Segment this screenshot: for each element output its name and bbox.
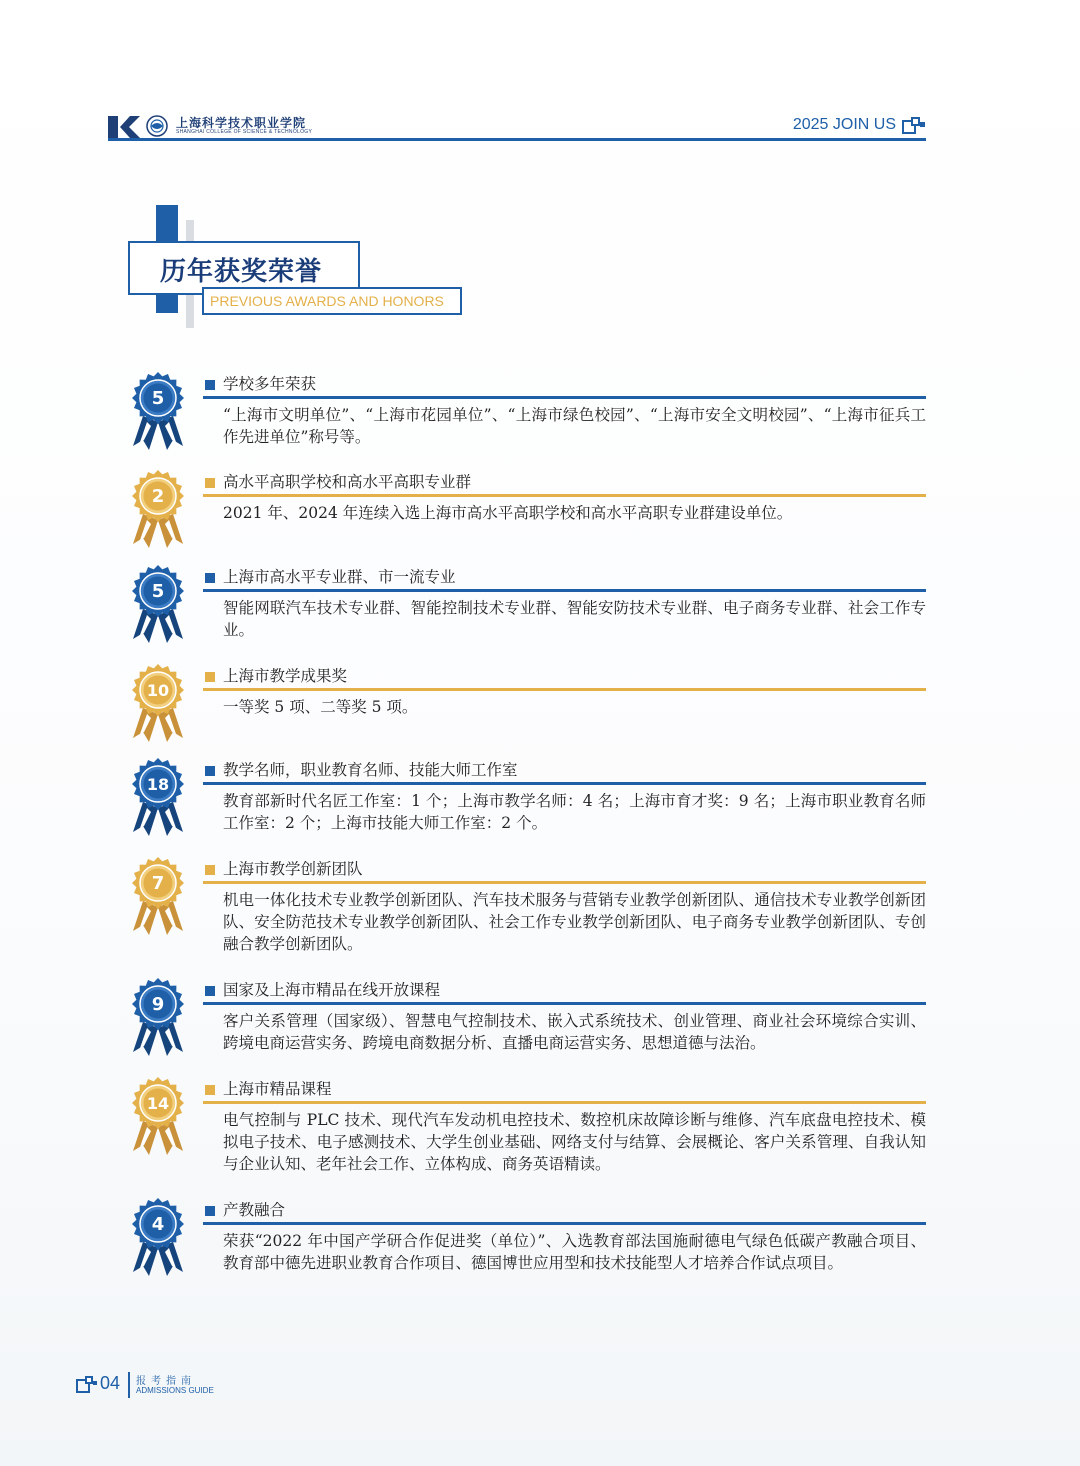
award-description: 机电一体化技术专业教学创新团队、汽车技术服务与营销专业教学创新团队、通信技术专业教学创新团队、安全防范技术专业教学创新团队、社会工作专业教学创新团队、电子商务专业教学创新团队、专创融合教学创新团队。 — [223, 891, 926, 953]
award-description: 智能网联汽车技术专业群、智能控制技术专业群、智能安防技术专业群、电子商务专业群、社会工作专业。 — [223, 599, 926, 639]
college-emblem-icon — [146, 115, 168, 137]
join-us-label: 2025 JOIN US — [792, 116, 896, 133]
footer-divider — [128, 1372, 130, 1398]
award-count: 7 — [151, 873, 165, 894]
bullet-square-icon — [205, 672, 215, 682]
award-description: 荣获“2022 年中国产学研合作促进奖（单位）”、入选教育部法国施耐德电气绿色低碳产教融合项目、教育部中德先进职业教育合作项目、德国博世应用型和技术技能型人才培养合作试点项目。 — [223, 1232, 926, 1272]
bullet-square-icon — [205, 766, 215, 776]
gold-rosette-badge-icon — [125, 857, 191, 937]
award-title: 国家及上海市精品在线开放课程 — [223, 981, 441, 999]
bullet-square-icon — [205, 1085, 215, 1095]
college-name-en: SHANGHAI COLLEGE OF SCIENCE & TECHNOLOGY — [176, 129, 313, 135]
award-title: 学校多年荣获 — [223, 375, 317, 393]
square-bracket-icon — [76, 1376, 98, 1394]
section-title: 历年获奖荣誉 — [160, 257, 323, 287]
page-number: 04 — [100, 1373, 121, 1393]
bullet-square-icon — [205, 573, 215, 583]
award-divider — [203, 688, 926, 691]
award-divider — [203, 396, 926, 399]
award-title: 上海市精品课程 — [223, 1080, 332, 1098]
award-divider — [203, 589, 926, 592]
blue-rosette-badge-icon — [125, 372, 191, 452]
award-description: 客户关系管理（国家级）、智慧电气控制技术、嵌入式系统技术、创业管理、商业社会环境综合实训、跨境电商运营实务、跨境电商数据分析、直播电商运营实务、思想道德与法治。 — [223, 1012, 926, 1052]
award-description: 2021 年、2024 年连续入选上海市高水平高职学校和高水平高职专业群建设单位。 — [223, 504, 793, 522]
gold-rosette-badge-icon — [125, 664, 191, 744]
award-description: “上海市文明单位”、“上海市花园单位”、“上海市绿色校园”、“上海市安全文明校园”、“上海市征兵工作先进单位”称号等。 — [223, 406, 926, 446]
award-title: 教学名师，职业教育名师、技能大师工作室 — [223, 761, 518, 779]
bullet-square-icon — [205, 986, 215, 996]
award-count: 2 — [151, 486, 165, 507]
section-title-block — [128, 205, 468, 330]
award-count: 4 — [151, 1214, 165, 1235]
blue-rosette-badge-icon — [125, 758, 191, 838]
square-bracket-icon — [902, 117, 926, 135]
award-count: 18 — [146, 775, 170, 794]
award-title: 上海市教学创新团队 — [223, 860, 363, 878]
bullet-square-icon — [205, 865, 215, 875]
blue-rosette-badge-icon — [125, 1198, 191, 1278]
page-footer — [76, 1370, 276, 1400]
footer-label-en: ADMISSIONS GUIDE — [136, 1386, 214, 1395]
award-count: 14 — [146, 1094, 170, 1113]
bullet-square-icon — [205, 380, 215, 390]
award-title: 上海市高水平专业群、市一流专业 — [223, 568, 456, 586]
award-divider — [203, 782, 926, 785]
gold-rosette-badge-icon — [125, 1077, 191, 1157]
header-divider — [108, 138, 926, 141]
award-count: 5 — [151, 581, 165, 602]
award-count: 5 — [151, 388, 165, 409]
subtitle-box — [202, 287, 462, 315]
footer-label-cn: 报考指南 — [136, 1376, 196, 1387]
award-description: 教育部新时代名匠工作室：1 个；上海市教学名师：4 名；上海市育才奖：9 名；上海市职业教育名师工作室：2 个；上海市技能大师工作室：2 个。 — [223, 792, 926, 832]
award-title: 上海市教学成果奖 — [223, 667, 348, 685]
award-divider — [203, 1222, 926, 1225]
gold-rosette-badge-icon — [125, 470, 191, 550]
college-name-cn: 上海科学技术职业学院 — [176, 116, 307, 130]
award-title: 产教融合 — [223, 1201, 286, 1219]
award-count: 10 — [146, 681, 170, 700]
blue-rosette-badge-icon — [125, 565, 191, 645]
page-header — [108, 112, 926, 140]
award-divider — [203, 1002, 926, 1005]
award-description: 一等奖 5 项、二等奖 5 项。 — [223, 698, 418, 716]
section-subtitle: PREVIOUS AWARDS AND HONORS — [210, 293, 444, 309]
blue-rosette-badge-icon — [125, 978, 191, 1058]
award-divider — [203, 1101, 926, 1104]
k-logo-icon — [108, 116, 140, 138]
award-count: 9 — [151, 994, 165, 1015]
award-divider — [203, 881, 926, 884]
award-description: 电气控制与 PLC 技术、现代汽车发动机电控技术、数控机床故障诊断与维修、汽车底盘电控技术、模拟电子技术、电子感测技术、大学生创业基础、网络支付与结算、会展概论、客户关系管理、自我认知与企业认知、老年社会工作、立体构成、商务英语精读。 — [223, 1111, 926, 1173]
award-title: 高水平高职学校和高水平高职专业群 — [223, 473, 472, 491]
bullet-square-icon — [205, 1206, 215, 1216]
award-divider — [203, 494, 926, 497]
bullet-square-icon — [205, 478, 215, 488]
